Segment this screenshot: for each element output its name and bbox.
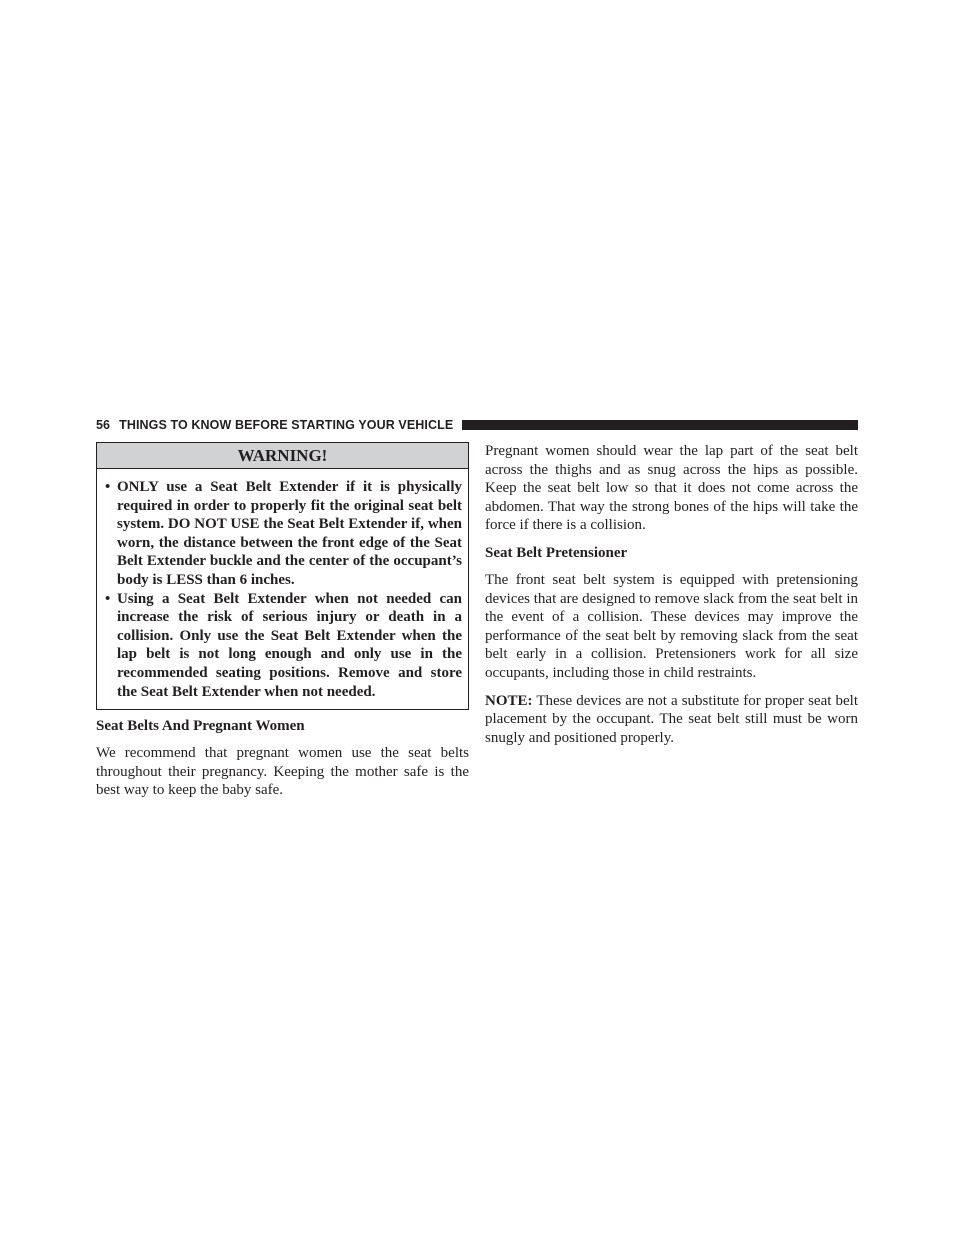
left-column <box>96 442 469 800</box>
page-header <box>96 416 858 434</box>
warning-item <box>105 590 462 702</box>
pretensioner-paragraph: The front seat belt system is equipped with pretensioning devices that are designed to remove slack from the seat belt in the event of a collision. These devices may improve the performance of the seat belt by removing slack from the seat belt early in a collision. Pretensioners work for all size occupants, including those in child restraints. <box>485 571 858 681</box>
pregnant-women-paragraph: We recommend that pregnant women use the seat belts throughout their pregnancy. Keeping the mother safe is the best way to keep the baby safe. <box>96 745 469 799</box>
header-rule-bar <box>462 420 858 430</box>
note-text: These devices are not a substitute for proper seat belt placement by the occupant. The seat belt still must be worn snugly and positioned properly. <box>485 692 858 746</box>
lap-belt-paragraph: Pregnant women should wear the lap part of the seat belt across the thighs and as snug across the hips as possible. Keep the seat belt low so that it does not come across the abdomen. That way the strong bones of the hips will take the force if there is a collision. <box>485 443 858 534</box>
section-title-pregnant-women: Seat Belts And Pregnant Women <box>96 718 305 735</box>
warning-item-text: ONLY use a Seat Belt Extender if it is physically required in order to properly fit the original seat belt system. DO NOT USE the Seat Belt Extender if, when worn, the distance between the front edge of the Seat Belt Extender buckle and the center of the occupant’s body is LESS than 6 inches. <box>117 479 462 588</box>
note-label: NOTE: <box>485 692 533 709</box>
bullet-icon: • <box>105 590 111 607</box>
bullet-icon: • <box>105 479 111 495</box>
warning-title: WARNING! <box>97 443 468 469</box>
warning-box <box>96 442 469 710</box>
section-title-pretensioner: Seat Belt Pretensioner <box>485 544 628 561</box>
warning-item-text: Using a Seat Belt Extender when not needed can increase the risk of serious injury or death in a collision. Only use the Seat Belt Extender when the lap belt is not long enough and only use in the recommended seating positions. Remove and store the Seat Belt Extender when not needed. <box>117 590 462 700</box>
running-header <box>96 417 453 433</box>
chapter-title: THINGS TO KNOW BEFORE STARTING YOUR VEHICLE <box>119 418 454 432</box>
warning-list <box>97 469 468 709</box>
note-paragraph <box>485 692 858 748</box>
page-number: 56 <box>96 418 111 432</box>
right-column <box>485 442 858 747</box>
warning-item <box>105 478 462 590</box>
